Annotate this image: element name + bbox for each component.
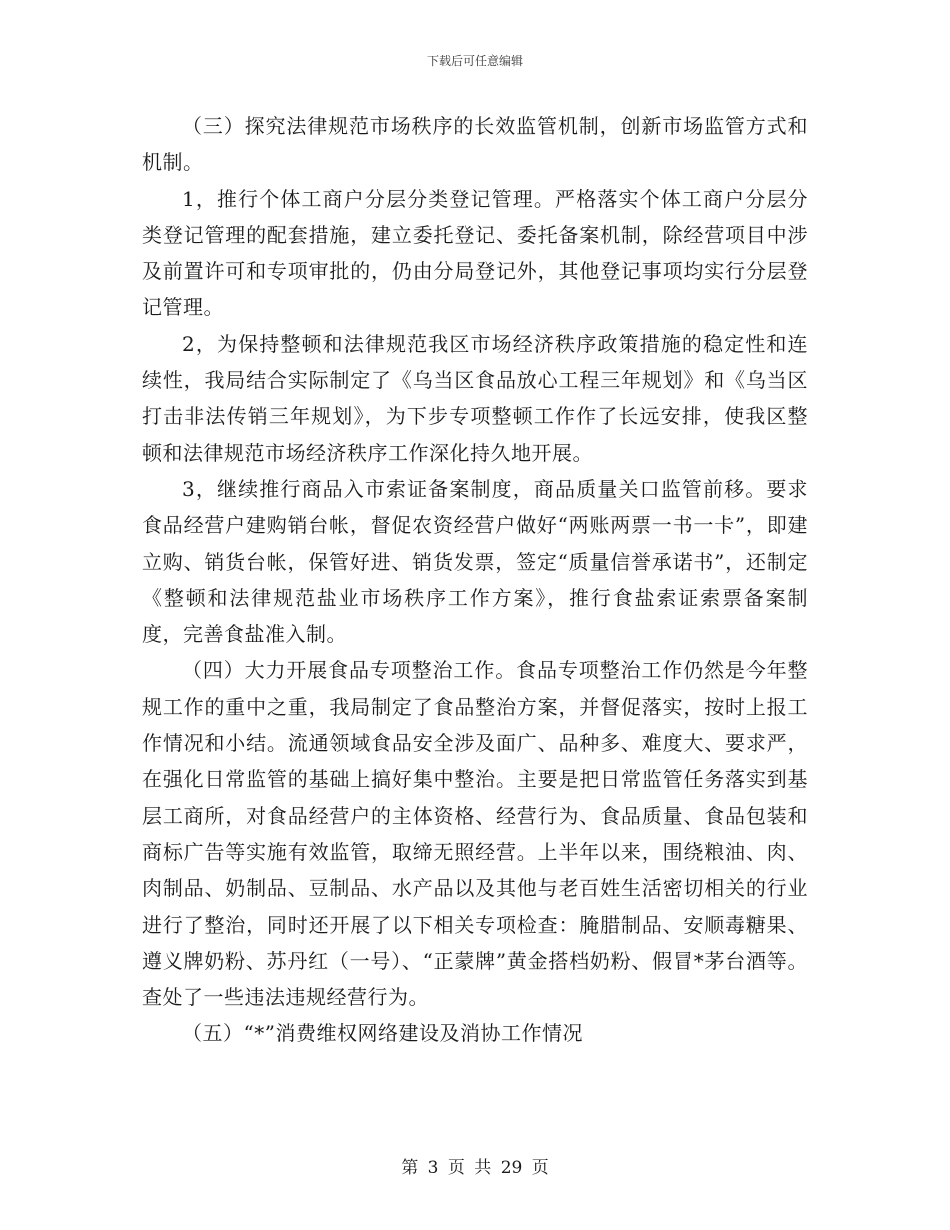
paragraph-section-5-heading: （五）“*”消费维权网络建设及消协工作情况 xyxy=(182,1021,583,1046)
page-number-footer: 第 3 页 共 29 页 xyxy=(401,1158,549,1178)
paragraph-item-1: 1，推行个体工商户分层分类登记管理。严格落实个体工商户分层分类登记管理的配套措施，建立委托登记、委托备案机制，除经营项目中涉及前置许可和专项审批的，仍由分局登记外，其他登记事项均实行分层登记管理。 xyxy=(142,186,808,320)
paragraph-section-4: （四）大力开展食品专项整治工作。食品专项整治工作仍然是今年整规工作的重中之重，我局制定了食品整治方案，并督促落实，按时上报工作情况和小结。流通领域食品安全涉及面广、品种多、难度大、要求严，在强化日常监管的基础上搞好集中整治。主要是把日常监管任务落实到基层工商所，对食品经营户的主体资格、经营行为、食品质量、食品包装和商标广告等实施有效监管，取缔无照经营。上半年以来，围绕粮油、肉、肉制品、奶制品、豆制品、水产品以及其他与老百姓生活密切相关的行业进行了整治，同时还开展了以下相关专项检查：腌腊制品、安顺毒糖果、遵义牌奶粉、苏丹红（一号）、“正蒙牌”黄金搭档奶粉、假冒*茅台酒等。查处了一些违法违规经营行为。 xyxy=(142,658,808,1010)
paragraph-item-3: 3，继续推行商品入市索证备案制度，商品质量关口监管前移。要求食品经营户建购销台帐，督促农资经营户做好“两账两票一书一卡”，即建立购、销货台帐，保管好进、销货发票，签定“质量信誉承诺书”，还制定《整顿和法律规范盐业市场秩序工作方案》，推行食盐索证索票备案制度，完善食盐准入制。 xyxy=(142,476,808,647)
document-body xyxy=(142,108,808,1052)
paragraph-item-2: 2，为保持整顿和法律规范我区市场经济秩序政策措施的稳定性和连续性，我局结合实际制定了《乌当区食品放心工程三年规划》和《乌当区打击非法传销三年规划》，为下步专项整顿工作作了长远安排，使我区整顿和法律规范市场经济秩序工作深化持久地开展。 xyxy=(142,331,808,465)
paragraph-section-3-heading: （三）探究法律规范市场秩序的长效监管机制，创新市场监管方式和机制。 xyxy=(142,114,808,175)
page-header: 下载后可任意编辑 xyxy=(426,54,523,68)
